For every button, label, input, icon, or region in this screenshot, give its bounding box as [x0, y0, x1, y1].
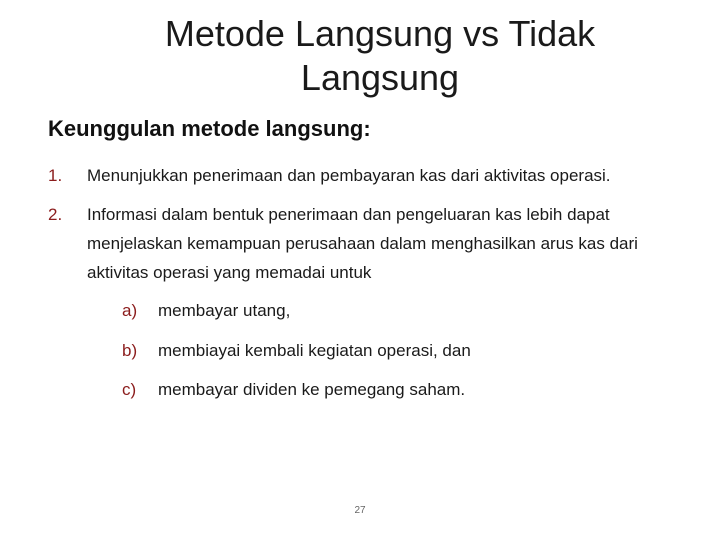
list-item-number: 2.	[48, 205, 63, 224]
sub-list-item-text: membiayai kembali kegiatan operasi, dan	[158, 341, 471, 360]
sub-list-item-marker: a)	[122, 301, 138, 320]
sub-list-item-marker: c)	[122, 380, 137, 399]
sub-list-item-text: membayar dividen ke pemegang saham.	[158, 380, 466, 399]
slide-title	[150, 12, 610, 100]
sub-list-item-marker: b)	[122, 341, 138, 360]
sub-list-item-text: membayar utang,	[158, 301, 291, 320]
slide-title-line-1: Metode Langsung vs Tidak	[164, 13, 596, 54]
list-item-text: Informasi dalam bentuk penerimaan dan pengeluaran kas lebih dapat menjelaskan kemampuan perusahaan dalam menghasilkan arus kas dari aktivitas operasi yang memadai untuk	[87, 205, 638, 282]
page-number: 27	[354, 505, 366, 516]
list-item-number: 1.	[48, 166, 63, 185]
section-heading: Keunggulan metode langsung:	[48, 116, 371, 141]
list-item-text: Menunjukkan penerimaan dan pembayaran kas dari aktivitas operasi.	[87, 166, 611, 185]
slide-title-line-2: Langsung	[300, 57, 460, 98]
